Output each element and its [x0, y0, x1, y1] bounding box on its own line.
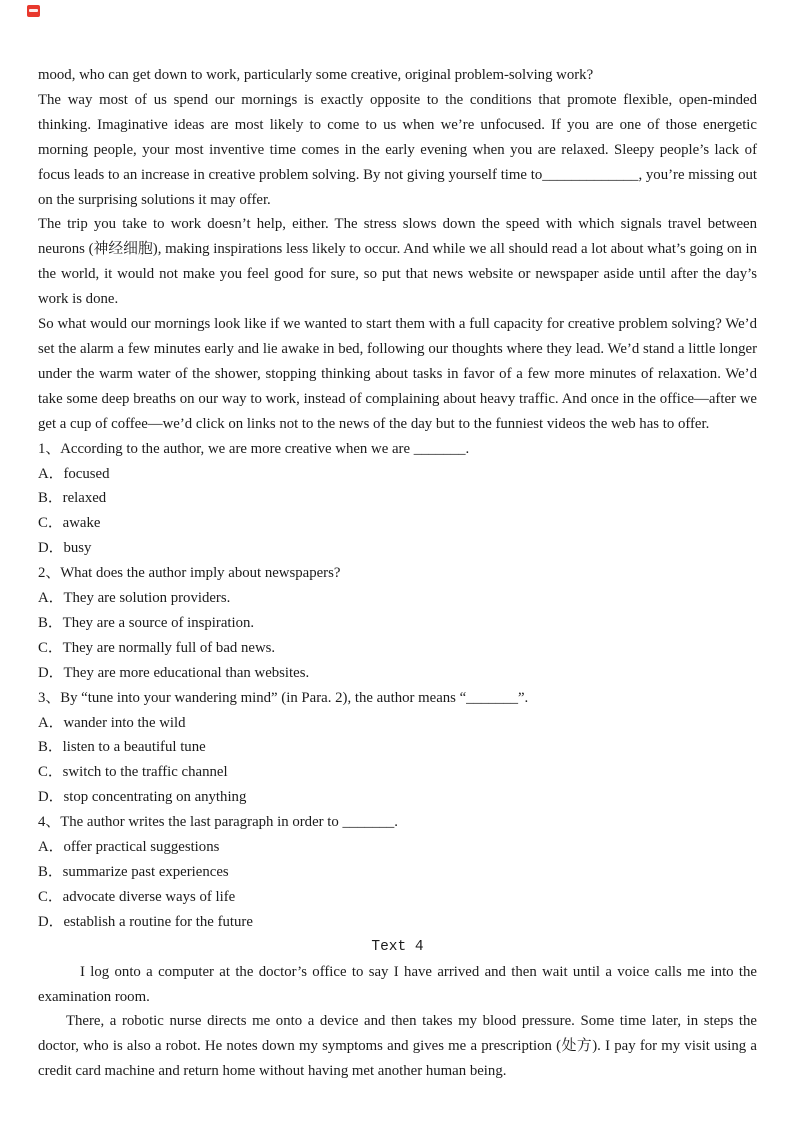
question-number: 4、 — [38, 814, 61, 831]
option-line: C．awake — [38, 515, 101, 532]
option-line: D．stop concentrating on anything — [38, 789, 247, 806]
option-line: A．They are solution providers. — [38, 590, 231, 607]
question-item — [38, 810, 757, 935]
question-item — [38, 561, 757, 686]
question-item — [38, 437, 757, 562]
option-line: A．wander into the wild — [38, 714, 186, 731]
option-line: C．advocate diverse ways of life — [38, 888, 236, 905]
option-line: D．busy — [38, 540, 92, 557]
question-stem — [38, 561, 757, 586]
option-line: B．relaxed — [38, 490, 107, 507]
question-item — [38, 686, 757, 811]
option-line: D．They are more educational than websites. — [38, 664, 310, 681]
text4-paragraph: There, a robotic nurse directs me onto a device and then takes my blood pressure. Some time later, in steps the doctor, who is also a robot. He notes down my symptoms and gives me a prescription (处方). I pay for my visit using a credit card machine and return home without having met another human being. — [38, 1013, 757, 1080]
text4-paragraph: I log onto a computer at the doctor’s office to say I have arrived and then wait until a voice calls me into the examination room. — [38, 963, 757, 1005]
section-heading: Text 4 — [371, 938, 424, 955]
question-text: By “tune into your wandering mind” (in Para. 2), the author means “_______”. — [60, 689, 529, 706]
question-text: According to the author, we are more creative when we are _______. — [60, 440, 470, 457]
passage-paragraph: The way most of us spend our mornings is exactly opposite to the conditions that promote flexible, open-minded thinking. Imaginative ideas are most likely to come to us when we’re unfocused. If you are one of those energetic morning people, your most inventive time comes in the early evening when you are relaxed. Sleepy people’s lack of focus leads to an increase in creative problem solving. By not giving yourself time to_____________, you’re missing out on the surprising solutions it may offer. — [38, 91, 757, 208]
question-stem — [38, 686, 757, 711]
question-number: 2、 — [38, 565, 61, 582]
question-text: The author writes the last paragraph in order to _______. — [60, 814, 398, 831]
passage-paragraph: So what would our mornings look like if we wanted to start them with a full capacity for creative problem solving? We’d set the alarm a few minutes early and lie awake in bed, following our thoughts where they lead. We’d stand a little longer under the warm water of the shower, stopping thinking about tasks in favor of a few more minutes of relaxation. We’d take some deep breaths on our way to work, instead of complaining about heavy traffic. And once in the office—after we get a cup of coffee—we’d click on links not to the news of the day but to the funniest videos the web has to offer. — [38, 316, 757, 432]
question-number: 3、 — [38, 689, 61, 706]
passage-paragraph: mood, who can get down to work, particularly some creative, original problem-solving work? — [38, 67, 594, 83]
question-stem — [38, 810, 757, 835]
option-line: B．listen to a beautiful tune — [38, 739, 206, 756]
question-text: What does the author imply about newspapers? — [60, 565, 341, 582]
passage-paragraph: The trip you take to work doesn’t help, either. The stress slows down the speed with which signals travel between neurons (神经细胞), making inspirations less likely to occur. And while we all should read a lot about what’s going on in the world, it would not make you feel good for sure, so put that news website or newspaper aside until after the day’s work is done. — [38, 216, 757, 308]
option-line: B．They are a source of inspiration. — [38, 614, 255, 631]
option-line: C．They are normally full of bad news. — [38, 639, 276, 656]
option-line: A．focused — [38, 465, 110, 482]
question-number: 1、 — [38, 440, 61, 457]
option-line: A．offer practical suggestions — [38, 839, 220, 856]
option-line: C．switch to the traffic channel — [38, 764, 228, 781]
option-line: D．establish a routine for the future — [38, 913, 253, 930]
question-stem — [38, 437, 757, 462]
option-line: B．summarize past experiences — [38, 864, 229, 880]
